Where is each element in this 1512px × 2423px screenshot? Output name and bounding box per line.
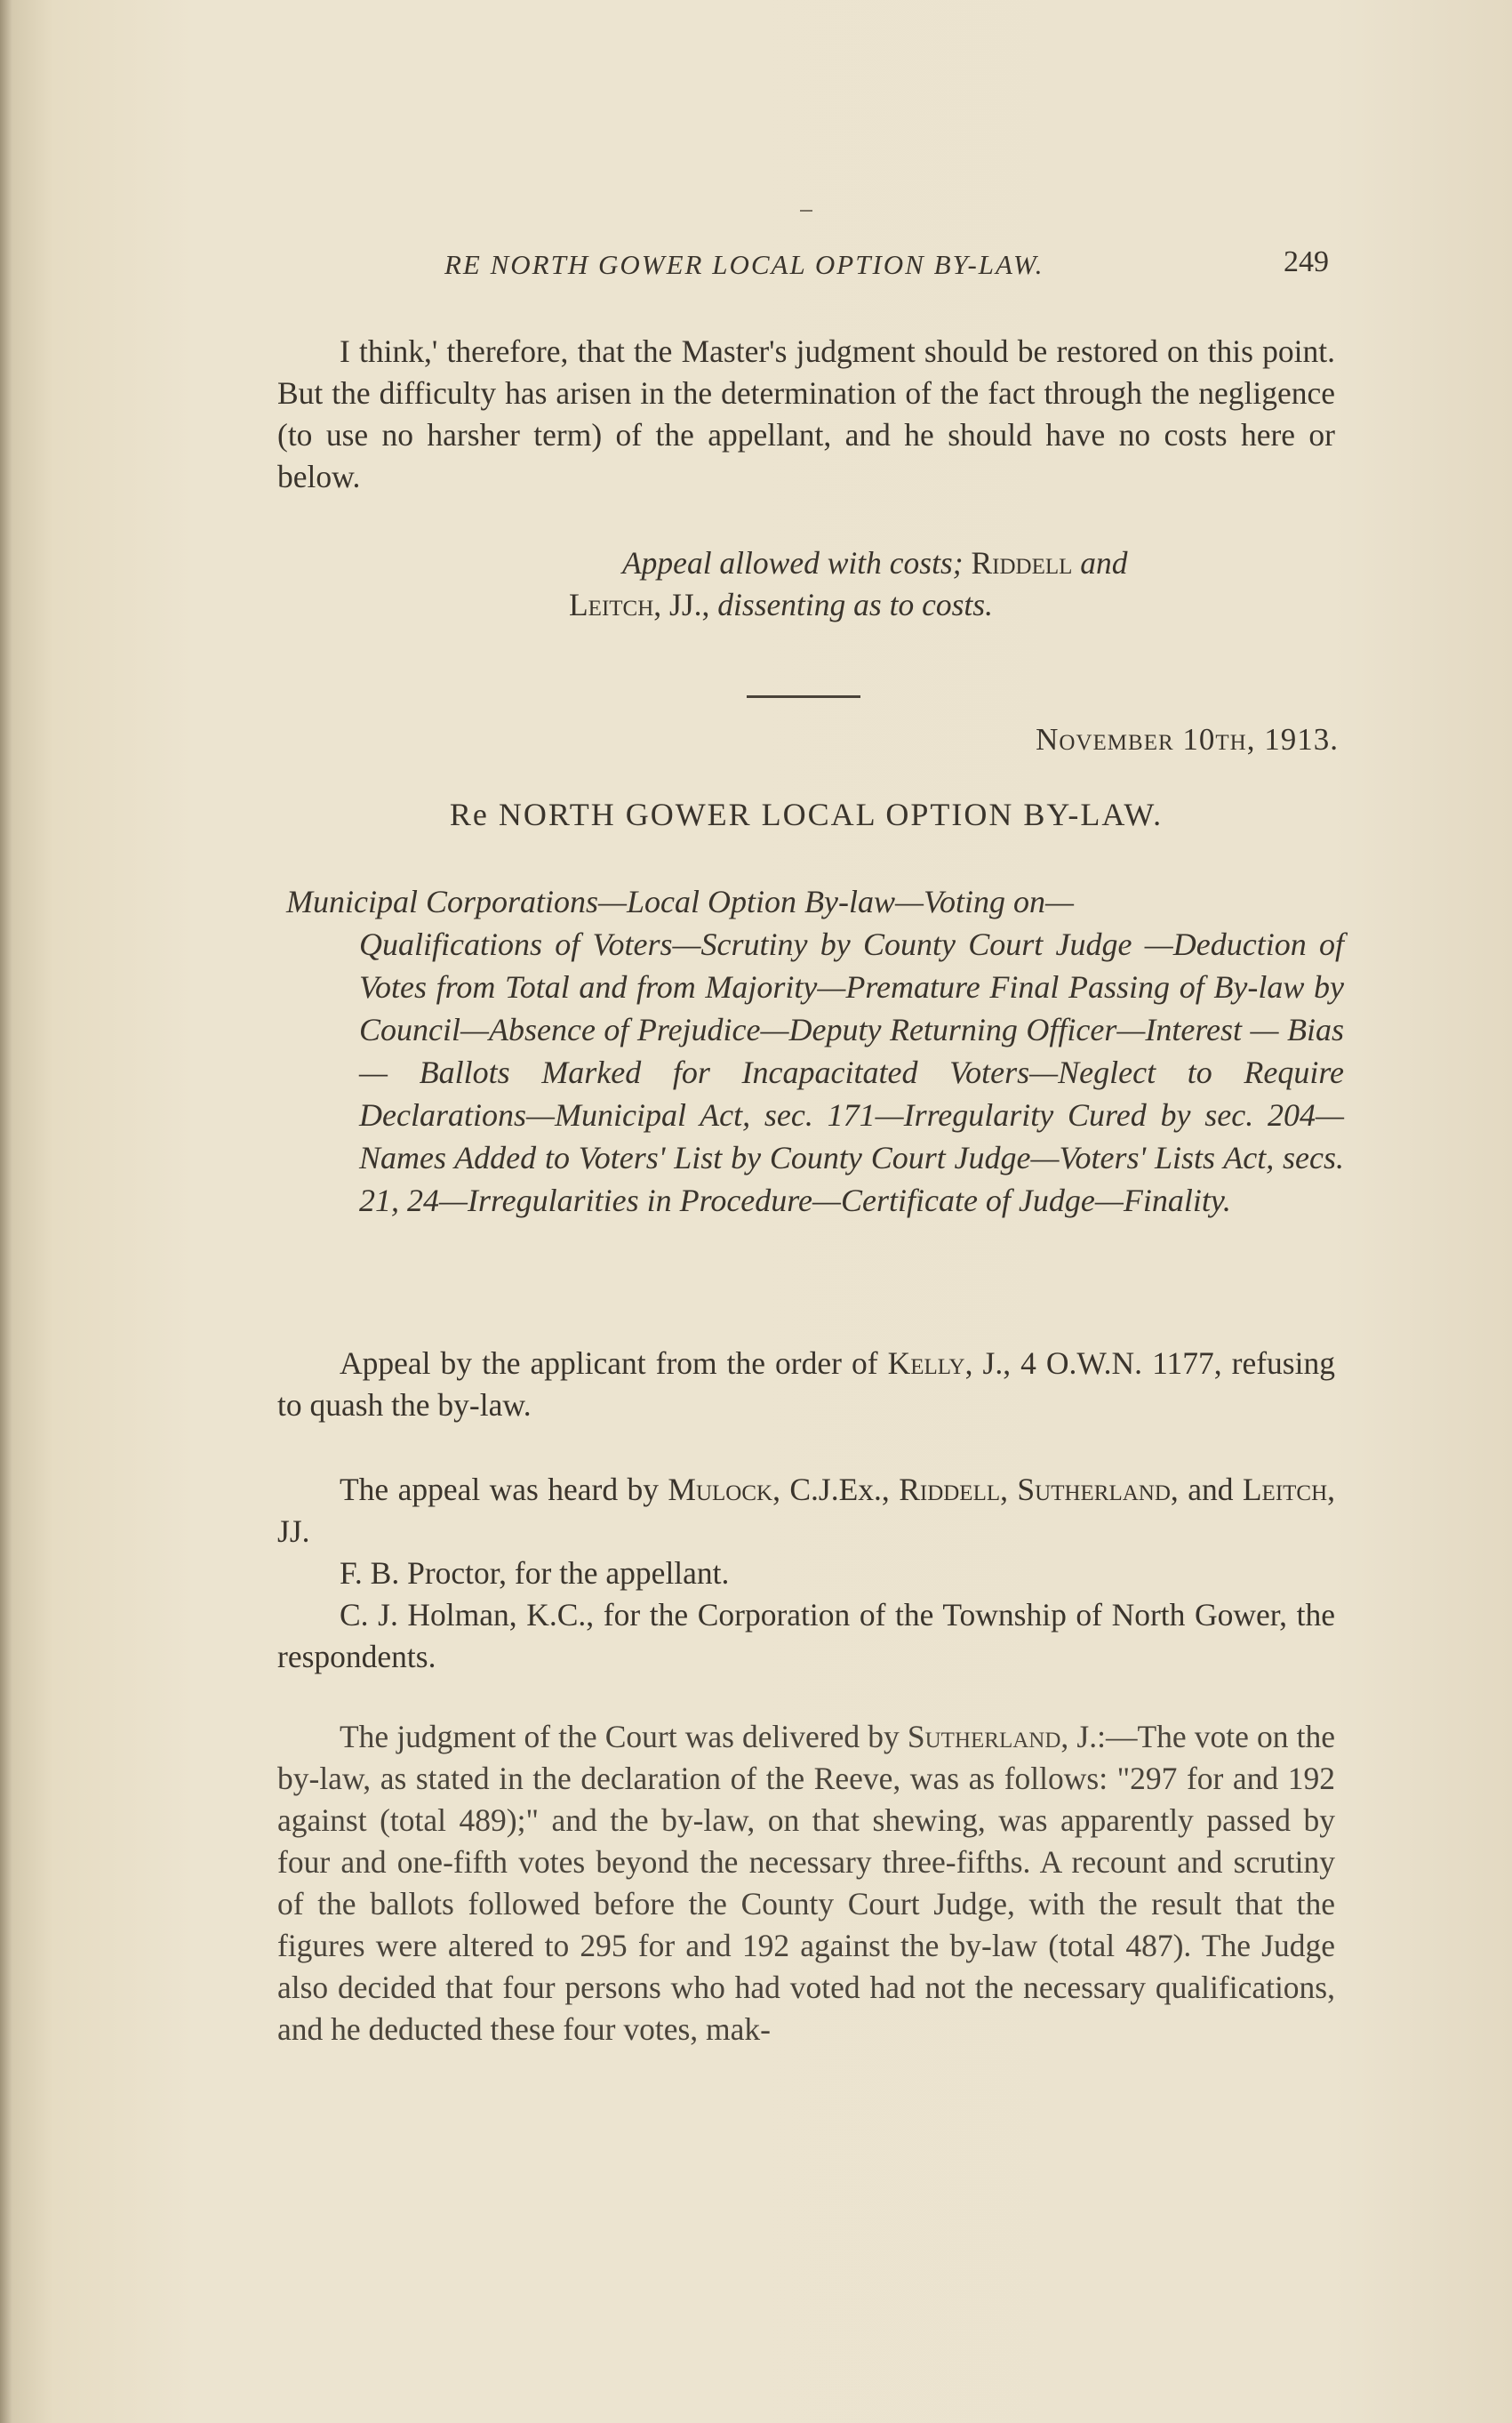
- headnote-body: Qualifications of Voters—Scrutiny by County Court Judge —Deduction of Votes from Total and from Majority—Premature Final Passing of By-law by Council—Absence of Prejudice—Deputy Returning Officer—Interest — Bias — Ballots Marked for Incapacitated Voters—Neglect to Require Declarations—Municipal Act, sec. 171—Irregularity Cured by sec. 204—Names Added to Voters' List by County Court Judge—Voters' Lists Act, secs. 21, 24—Irregularities in Procedure—Certificate of Judge—Finality.: [359, 927, 1344, 1218]
- hearing-section: [277, 1469, 1335, 1678]
- counsel-appellant: F. B. Proctor, for the appellant.: [340, 1555, 730, 1591]
- headnote-first-line: Municipal Corporations—Local Option By-law—Voting on—: [286, 884, 1075, 919]
- heard-text-a: The appeal was heard by: [340, 1472, 659, 1507]
- case-date: November 10th, 1913.: [1036, 722, 1339, 757]
- decision-line-2: [569, 584, 993, 626]
- case-title: Re NORTH GOWER LOCAL OPTION BY-LAW.: [449, 797, 1164, 832]
- case-separator-rule: [747, 695, 860, 698]
- judgment-judge: Sutherland: [907, 1719, 1061, 1754]
- heard-text-e: , JJ.: [277, 1472, 1336, 1549]
- decision-judge-riddell: Riddell: [971, 545, 1073, 581]
- headnote: [286, 880, 1344, 1222]
- top-mark: [800, 210, 812, 212]
- decision-jj: , JJ.,: [653, 587, 710, 622]
- appeal-judge: Kelly: [887, 1345, 965, 1381]
- decision-and: and: [1080, 545, 1128, 581]
- heard-text-c: ,: [1000, 1472, 1008, 1507]
- counsel-respondents: C. J. Holman, K.C., for the Corporation of the Township of North Gower, the respondents.: [277, 1597, 1335, 1674]
- heard-judge-leitch: Leitch: [1242, 1472, 1328, 1507]
- decision-judge-leitch: Leitch: [569, 587, 654, 622]
- heard-paragraph: [277, 1469, 1335, 1552]
- heard-judge-riddell: Riddell: [899, 1472, 1001, 1507]
- appeal-paragraph: [277, 1343, 1335, 1426]
- appeal-text-a: Appeal by the applicant from the order of: [340, 1345, 878, 1381]
- heard-text-b: , C.J.Ex.,: [772, 1472, 890, 1507]
- decision-dissenting: dissenting as to costs.: [717, 587, 993, 622]
- running-title: RE NORTH GOWER LOCAL OPTION BY-LAW.: [444, 249, 1044, 280]
- heard-judge-sutherland: Sutherland: [1017, 1472, 1171, 1507]
- judgment-text-b: , J.:—The vote on the by-law, as stated in the declaration of the Reeve, was as follows: "297 for and 192 against (total 489);" and the by-law, on that shewing, was apparently passed by four and one-fifth votes beyond the necessary three-fifths. A recount and scrutiny of the ballots followed before the County Court Judge, with the result that the figures were altered to 295 for and 192 against the by-law (total 487). The Judge also decided that four persons who had voted had not the necessary qualifications, and he deducted these four votes, mak-: [277, 1719, 1335, 2047]
- previous-case-paragraph: I think,' therefore, that the Master's judgment should be restored on this point. But the difficulty has arisen in the determination of the fact through the negligence (to use no harsher term) of the appellant, and he should have no costs here or below.: [277, 333, 1335, 494]
- judgment-text-a: The judgment of the Court was delivered by: [340, 1719, 900, 1754]
- judgment-paragraph: [277, 1716, 1335, 2050]
- decision-appeal-allowed: Appeal allowed with costs;: [622, 545, 964, 581]
- page-number: 249: [1284, 245, 1329, 278]
- running-header: [444, 240, 1329, 293]
- decision-line-1: [622, 542, 1128, 584]
- appeal-text-b: , J., 4 O.W.N. 1177, refusing to quash the by-law.: [277, 1345, 1335, 1423]
- heard-text-d: , and: [1170, 1472, 1234, 1507]
- heard-judge-mulock: Mulock: [668, 1472, 773, 1507]
